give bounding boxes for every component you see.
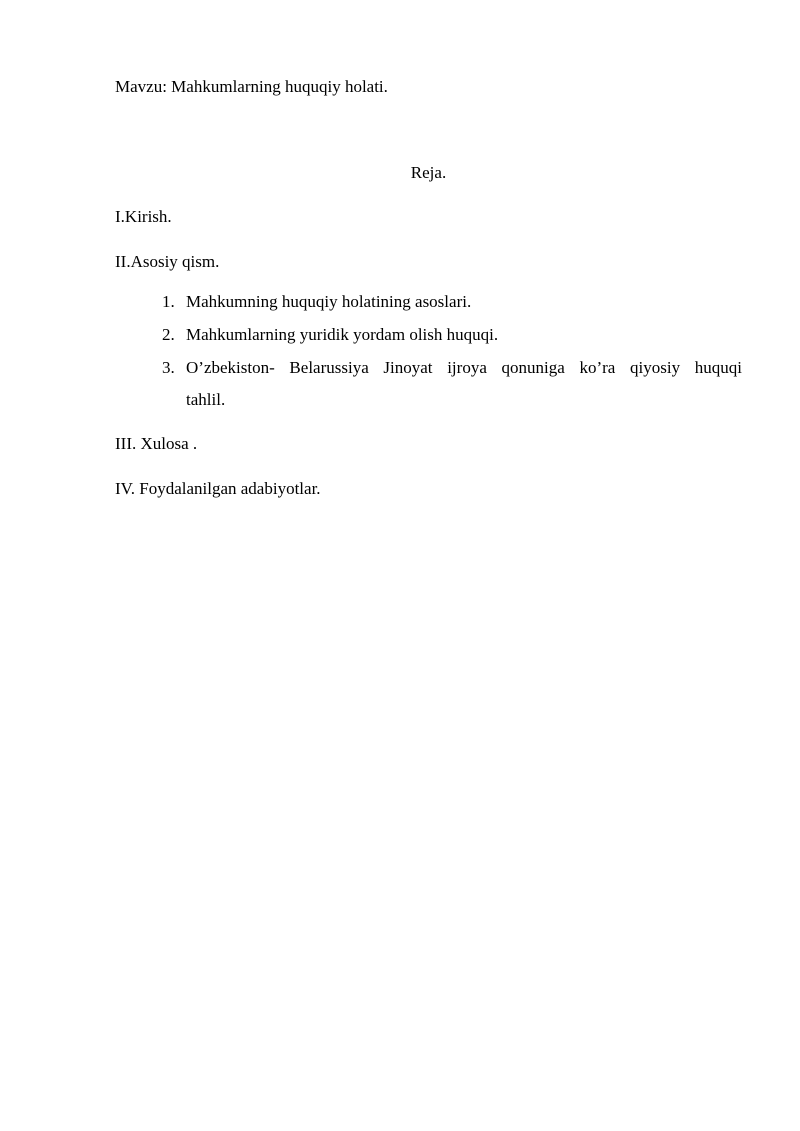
- list-item-text-line: O’zbekiston- Belarussiya Jinoyat ijroya qonuniga ko’ra qiyosiy huquqi: [186, 358, 742, 377]
- list-item-number: 2.: [162, 325, 175, 344]
- section-references: IV. Foydalanilgan adabiyotlar.: [115, 479, 321, 498]
- list-item-number: 1.: [162, 292, 175, 311]
- list-item-text: Mahkumning huquqiy holatining asoslari.: [186, 292, 472, 311]
- list-item-text-line: tahlil.: [186, 390, 226, 409]
- list-item-text: Mahkumlarning yuridik yordam olish huquqi.: [186, 325, 499, 344]
- plan-title: Reja.: [410, 163, 447, 182]
- list-item-text: [186, 358, 742, 410]
- section-main-part: II.Asosiy qism.: [115, 252, 220, 271]
- section-conclusion: III. Xulosa .: [115, 434, 198, 453]
- document-topic: Mavzu: Mahkumlarning huquqiy holati.: [115, 77, 388, 96]
- list-item-number: 3.: [162, 358, 175, 377]
- section-introduction: I.Kirish.: [115, 207, 172, 226]
